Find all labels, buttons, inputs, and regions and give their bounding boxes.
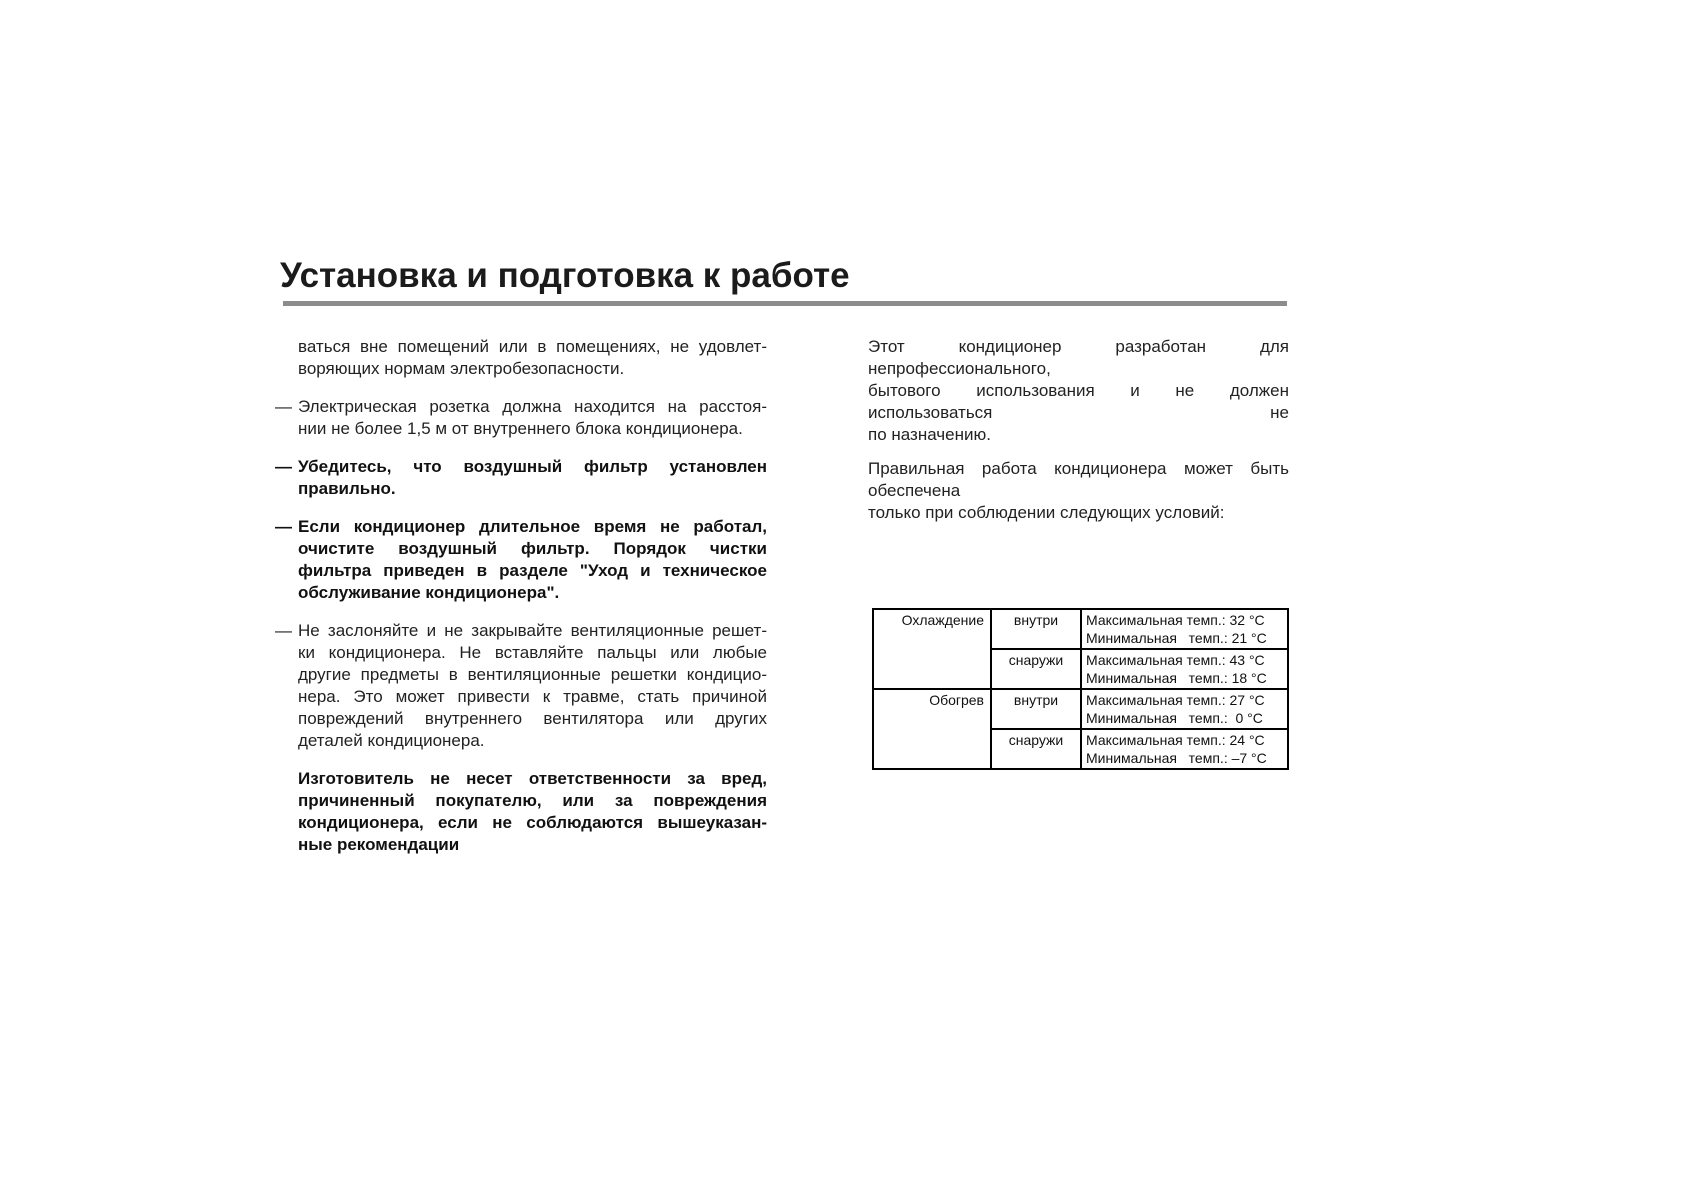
paragraph-clean-filter (275, 516, 767, 604)
text-line: Не заслоняйте и не закрывайте вентиляционные решет- (298, 621, 767, 640)
max-temp: Максимальная темп.: 43 °C (1086, 652, 1265, 668)
values-cell (1081, 649, 1288, 689)
location-cell: снаружи (991, 649, 1081, 689)
text-line: бытового использования и не должен использоваться не (868, 381, 1289, 422)
table-row-cooling-inside (873, 609, 1288, 649)
text-line: деталей кондиционера. (298, 731, 485, 750)
paragraph-vents-warning (275, 620, 767, 752)
min-temp: Минимальная темп.: 21 °C (1086, 630, 1267, 646)
text-line: ки кондиционера. Не вставляйте пальцы или любые (298, 643, 767, 662)
paragraph-correct-operation (868, 458, 1289, 524)
values-cell (1081, 689, 1288, 729)
text-line: ваться вне помещений или в помещениях, не удовлет- (298, 337, 767, 356)
dash-bullet: — (275, 621, 292, 640)
values-cell (1081, 729, 1288, 769)
text-line: только при соблюдении следующих условий: (868, 503, 1225, 522)
text-line: причиненный покупателю, или за повреждения (298, 791, 767, 810)
text-line: Этот кондиционер разработан для непрофессионального, (868, 337, 1289, 378)
max-temp: Максимальная темп.: 32 °C (1086, 612, 1265, 628)
max-temp: Максимальная темп.: 24 °C (1086, 732, 1265, 748)
mode-cell-cooling: Охлаждение (873, 609, 991, 689)
paragraph-household-use (868, 336, 1289, 446)
text-line: повреждений внутреннего вентилятора или других (298, 709, 767, 728)
text-line: Электрическая розетка должна находится на расстоя- (298, 397, 767, 416)
location-cell: внутри (991, 609, 1081, 649)
location-cell: внутри (991, 689, 1081, 729)
min-temp: Минимальная темп.: 0 °C (1086, 710, 1263, 726)
text-line: ные рекомендации (298, 835, 460, 854)
left-column (275, 336, 767, 872)
dash-bullet: — (275, 457, 292, 476)
text-line: нера. Это может привести к травме, стать причиной (298, 687, 767, 706)
text-line: нии не более 1,5 м от внутреннего блока кондиционера. (298, 419, 743, 438)
paragraph-manufacturer-liability (275, 768, 767, 856)
max-temp: Максимальная темп.: 27 °C (1086, 692, 1265, 708)
paragraph-filter-installed (275, 456, 767, 500)
mode-cell-heating: Обогрев (873, 689, 991, 769)
temperature-table (872, 608, 1289, 770)
min-temp: Минимальная темп.: 18 °C (1086, 670, 1267, 686)
right-column (868, 336, 1289, 540)
text-line: Правильная работа кондиционера может быть обеспечена (868, 459, 1289, 500)
text-line: правильно. (298, 479, 396, 498)
text-line: фильтра приведен в разделе "Уход и техническое (298, 561, 767, 580)
dash-bullet: — (275, 517, 292, 536)
title-rule (283, 301, 1287, 306)
location-cell: снаружи (991, 729, 1081, 769)
text-line: Убедитесь, что воздушный фильтр установлен (298, 457, 767, 476)
dash-bullet: — (275, 397, 292, 416)
values-cell (1081, 609, 1288, 649)
text-line: Изготовитель не несет ответственности за вред, (298, 769, 767, 788)
text-line: Если кондиционер длительное время не работал, (298, 517, 767, 536)
min-temp: Минимальная темп.: –7 °C (1086, 750, 1267, 766)
paragraph-continuation (275, 336, 767, 380)
text-line: другие предметы в вентиляционные решетки кондицио- (298, 665, 767, 684)
table-row-heating-inside (873, 689, 1288, 729)
text-line: очистите воздушный фильтр. Порядок чистки (298, 539, 767, 558)
text-line: по назначению. (868, 425, 991, 444)
text-line: обслуживание кондиционера". (298, 583, 560, 602)
page-title: Установка и подготовка к работе (280, 256, 850, 295)
paragraph-socket-distance (275, 396, 767, 440)
text-line: кондиционера, если не соблюдаются вышеуказан- (298, 813, 767, 832)
text-line: воряющих нормам электробезопасности. (298, 359, 625, 378)
